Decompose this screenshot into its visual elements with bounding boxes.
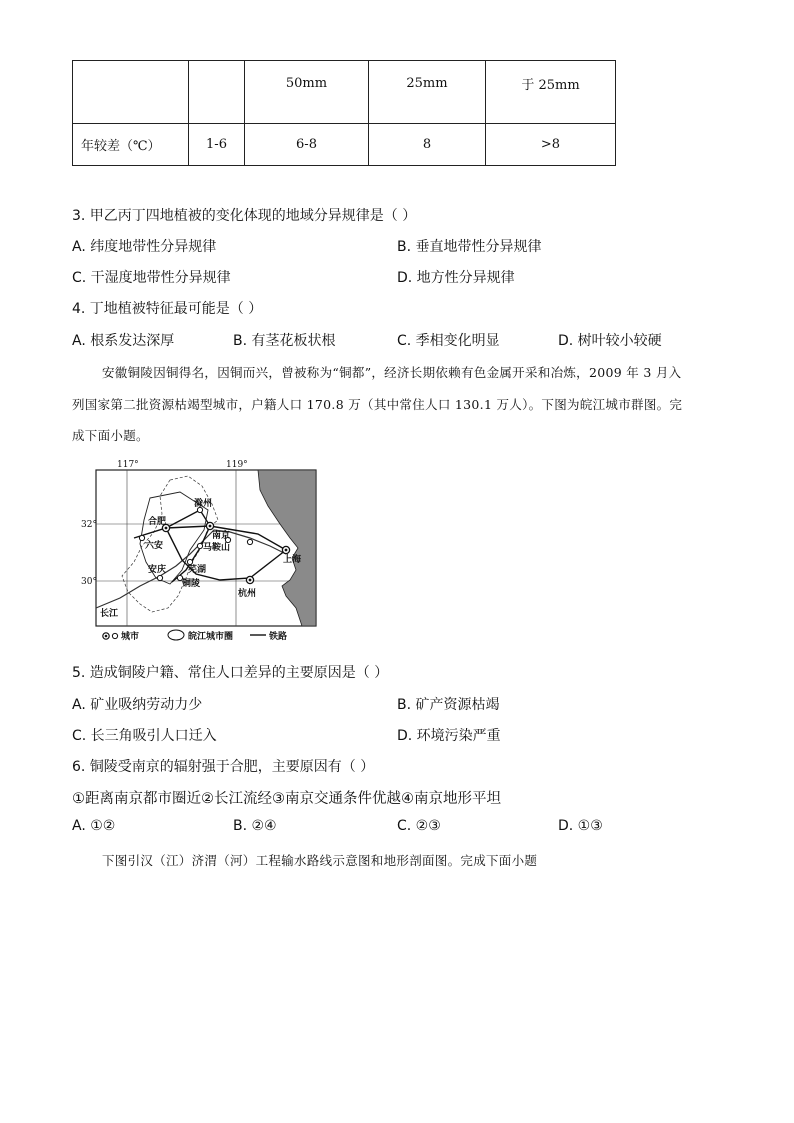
table-row (73, 124, 616, 166)
q3-option-d[interactable]: D. 地方性分异规律 (397, 270, 515, 286)
table-cell: 年较差（℃） (73, 124, 189, 166)
table-cell (189, 61, 245, 124)
q4-stem: 4. 丁地植被特征最可能是（ ） (72, 301, 263, 317)
q4-option-b[interactable]: B. 有茎花板状根 (233, 333, 336, 349)
q4-option-c[interactable]: C. 季相变化明显 (397, 333, 500, 349)
city-label-chuzhou: 滁州 (194, 499, 213, 509)
legend-region-label: 皖江城市圈 (188, 632, 234, 642)
legend-city-label: 城市 (121, 632, 140, 642)
table-cell: >8 (486, 124, 616, 166)
q5-option-d[interactable]: D. 环境污染严重 (397, 728, 501, 744)
city-label-nanjing: 南京 (212, 531, 231, 541)
city-label-hangzhou: 杭州 (238, 589, 257, 599)
table-cell: 8 (369, 124, 486, 166)
city-marker-wuhu (187, 559, 192, 564)
passage-line: 下图引汉（江）济渭（河）工程输水路线示意图和地形剖面图。完成下面小题 (102, 853, 538, 868)
legend-city-icon-small (112, 633, 117, 638)
city-marker-anqing (157, 575, 162, 580)
climate-table (72, 60, 616, 166)
legend-rail-label: 铁路 (269, 632, 288, 642)
river-label-changjiang: 长江 (100, 609, 119, 619)
city-marker-shanghai-core (285, 549, 288, 552)
table-cell: 50mm (245, 61, 369, 124)
q4-option-d[interactable]: D. 树叶较小较硬 (558, 333, 662, 349)
lat-label-30: 30° (81, 577, 97, 587)
city-label-hefei: 合肥 (148, 517, 167, 527)
city-marker-hangzhou-core (249, 579, 252, 582)
lat-label-32: 32° (81, 520, 97, 530)
table-cell: 于 25mm (486, 61, 616, 124)
q6-stem: 6. 铜陵受南京的辐射强于合肥，主要原因有（ ） (72, 759, 375, 775)
table-cell (73, 61, 189, 124)
table-cell: 1-6 (189, 124, 245, 166)
map-svg (81, 458, 325, 646)
q5-stem: 5. 造成铜陵户籍、常住人口差异的主要原因是（ ） (72, 665, 389, 681)
city-label-maanshan: 马鞍山 (203, 543, 231, 553)
city-label-luan: 六安 (145, 541, 164, 551)
q3-option-c[interactable]: C. 干湿度地带性分异规律 (72, 270, 231, 286)
q4-option-a[interactable]: A. 根系发达深厚 (72, 333, 175, 349)
q6-option-b[interactable]: B. ②④ (233, 818, 277, 834)
passage-line: 成下面小题。 (72, 428, 149, 443)
passage-line: 列国家第二批资源枯竭型城市，户籍人口 170.8 万（其中常住人口 130.1 万人）。下图为皖江城市群图。完 (72, 397, 683, 412)
city-marker-hefei-core (165, 527, 168, 530)
legend-region-icon (168, 630, 184, 640)
q6-option-d[interactable]: D. ①③ (558, 818, 603, 834)
city-marker-nanjing-core (209, 525, 212, 528)
q6-option-c[interactable]: C. ②③ (397, 818, 441, 834)
q3-option-b[interactable]: B. 垂直地带性分异规律 (397, 239, 542, 255)
city-label-anqing: 安庆 (148, 565, 167, 575)
passage-line: 安徽铜陵因铜得名，因铜而兴，曾被称为“铜都”，经济长期依赖有色金属开采和冶炼，2009 年 3 月入 (102, 365, 682, 380)
q6-option-a[interactable]: A. ①② (72, 818, 116, 834)
q6-items: ①距离南京都市圈近②长江流经③南京交通条件优越④南京地形平坦 (72, 791, 501, 807)
q5-option-c[interactable]: C. 长三角吸引人口迁入 (72, 728, 217, 744)
lon-label-119: 119° (226, 460, 248, 470)
q5-option-a[interactable]: A. 矿业吸纳劳动力少 (72, 697, 203, 713)
table-cell: 6-8 (245, 124, 369, 166)
city-marker-unnamed (247, 539, 252, 544)
table-row (73, 61, 616, 124)
city-label-wuhu: 芜湖 (188, 565, 207, 575)
lon-label-117: 117° (117, 460, 139, 470)
city-label-tongling: 铜陵 (182, 579, 201, 589)
q3-option-a[interactable]: A. 纬度地带性分异规律 (72, 239, 217, 255)
city-marker-maanshan (197, 543, 202, 548)
q3-stem: 3. 甲乙丙丁四地植被的变化体现的地域分异规律是（ ） (72, 208, 417, 224)
legend-city-icon-core (105, 635, 108, 638)
city-marker-luan (139, 535, 144, 540)
city-label-shanghai: 上海 (283, 555, 302, 565)
wanjiang-city-cluster-map (81, 458, 325, 646)
q5-option-b[interactable]: B. 矿产资源枯竭 (397, 697, 500, 713)
table-cell: 25mm (369, 61, 486, 124)
